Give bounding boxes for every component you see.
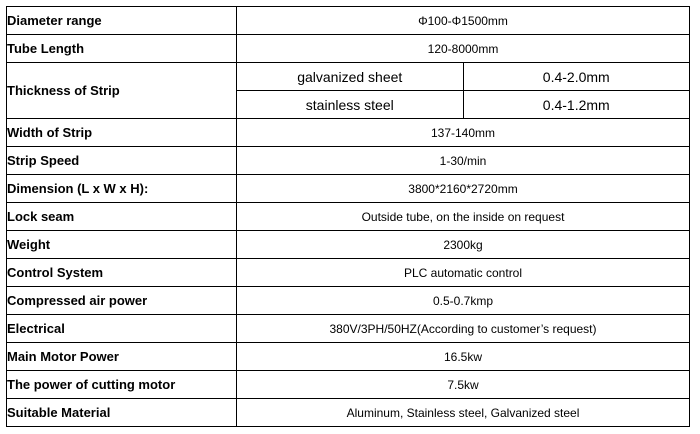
row-label: Suitable Material bbox=[7, 399, 237, 427]
row-value: Outside tube, on the inside on request bbox=[237, 203, 690, 231]
row-label: Electrical bbox=[7, 315, 237, 343]
table-row bbox=[7, 175, 690, 203]
row-value: Aluminum, Stainless steel, Galvanized steel bbox=[237, 399, 690, 427]
sub-row-label: stainless steel bbox=[237, 91, 464, 119]
row-label: Thickness of Strip bbox=[7, 63, 237, 119]
row-value: 16.5kw bbox=[237, 343, 690, 371]
row-value: 1-30/min bbox=[237, 147, 690, 175]
table-row bbox=[7, 399, 690, 427]
row-value: 7.5kw bbox=[237, 371, 690, 399]
table-row bbox=[7, 63, 690, 91]
row-value: 0.5-0.7kmp bbox=[237, 287, 690, 315]
sub-row-label: galvanized sheet bbox=[237, 63, 464, 91]
row-label: The power of cutting motor bbox=[7, 371, 237, 399]
table-row bbox=[7, 231, 690, 259]
table-row bbox=[7, 35, 690, 63]
table-row bbox=[7, 259, 690, 287]
sub-row-value: 0.4-2.0mm bbox=[463, 63, 690, 91]
row-label: Dimension (L x W x H): bbox=[7, 175, 237, 203]
row-value: 120-8000mm bbox=[237, 35, 690, 63]
row-value: 2300kg bbox=[237, 231, 690, 259]
row-label: Lock seam bbox=[7, 203, 237, 231]
row-label: Main Motor Power bbox=[7, 343, 237, 371]
row-label: Control System bbox=[7, 259, 237, 287]
row-label: Strip Speed bbox=[7, 147, 237, 175]
row-value: 3800*2160*2720mm bbox=[237, 175, 690, 203]
row-label: Width of Strip bbox=[7, 119, 237, 147]
row-value: Φ100-Φ1500mm bbox=[237, 7, 690, 35]
table-row bbox=[7, 7, 690, 35]
table-row bbox=[7, 371, 690, 399]
row-label: Tube Length bbox=[7, 35, 237, 63]
row-value: PLC automatic control bbox=[237, 259, 690, 287]
row-label: Weight bbox=[7, 231, 237, 259]
table-row bbox=[7, 119, 690, 147]
row-value: 380V/3PH/50HZ(According to customer’s request) bbox=[237, 315, 690, 343]
row-value: 137-140mm bbox=[237, 119, 690, 147]
row-label: Compressed air power bbox=[7, 287, 237, 315]
table-row bbox=[7, 343, 690, 371]
table-row bbox=[7, 203, 690, 231]
sub-row-value: 0.4-1.2mm bbox=[463, 91, 690, 119]
table-row bbox=[7, 287, 690, 315]
table-row bbox=[7, 315, 690, 343]
table-row bbox=[7, 147, 690, 175]
row-label: Diameter range bbox=[7, 7, 237, 35]
spec-table bbox=[6, 6, 690, 427]
